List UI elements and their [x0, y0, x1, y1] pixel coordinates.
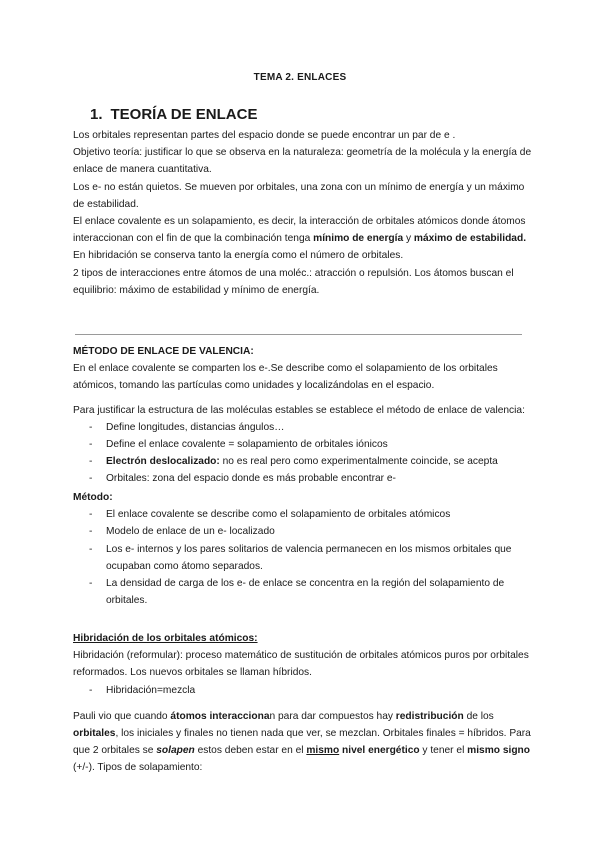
- section-heading-teoria: [90, 106, 257, 123]
- valencia-list: [73, 419, 533, 488]
- heading-text: Método:: [73, 492, 113, 503]
- section-number: 1.: [90, 106, 103, 123]
- bold-text: Electrón deslocalizado:: [106, 456, 220, 468]
- bold-text: redistribución: [395, 710, 464, 722]
- paragraph: Los orbitales representan partes del espacio donde se puede encontrar un par de e .: [73, 130, 456, 141]
- list-item: [73, 453, 533, 470]
- text-run: y: [403, 233, 414, 245]
- section-hibridacion: [73, 630, 533, 777]
- document-title: TEMA 2. ENLACES: [253, 72, 347, 83]
- list-item: - El enlace covalente se describe como el solapamiento de orbitales atómicos: [73, 506, 533, 523]
- horizontal-divider: [75, 334, 522, 335]
- bold-text: átomos interacciona: [170, 710, 270, 722]
- paragraph: [73, 213, 533, 247]
- paragraph: [73, 708, 533, 777]
- text-run: Orbitales: zona del espacio donde es más probable encontrar e-: [106, 473, 396, 485]
- metodo-list: [73, 506, 533, 609]
- text-run: n para dar compuestos hay: [269, 710, 396, 722]
- section-valencia: [73, 343, 533, 488]
- text-run: Define longitudes, distancias ángulos…: [106, 421, 285, 433]
- paragraph: 2 tipos de interacciones entre átomos de una moléc.: atracción o repulsión. Los átomos buscan el equilibrio: máximo de estabilidad y mínimo de energía.: [73, 267, 514, 296]
- heading-text: Hibridación de los orbitales atómicos:: [73, 633, 258, 644]
- list-item: - Los e- internos y los pares solitarios de valencia permanecen en los mismos orbitales que ocupaban como átomo separados.: [73, 541, 533, 575]
- bold-text: orbitales: [73, 728, 116, 740]
- list-item: - Modelo de enlace de un e- localizado: [73, 523, 533, 540]
- text-run: , los iniciales y finales no tienen nada que ver, se mezclan. Orbitales finales = híbridos. Para que 2 orbitales se: [73, 728, 531, 757]
- section-metodo: [73, 489, 533, 609]
- section-teoria-body: [73, 127, 533, 299]
- paragraph: Los e- no están quietos. Se mueven por orbitales, una zona con un mínimo de energía y un máximo de estabilidad.: [73, 181, 525, 210]
- bold-italic-text: solapen: [156, 745, 195, 757]
- section-heading-valencia: [73, 343, 533, 360]
- text-run: (+/-). Tipos de solapamiento:: [73, 762, 203, 774]
- paragraph: Para justificar la estructura de las moléculas estables se establece el método de enlace de valencia:: [73, 404, 525, 416]
- list-item: [73, 436, 533, 453]
- section-heading-metodo: [73, 489, 533, 506]
- paragraph: Hibridación (reformular): proceso matemático de sustitución de orbitales atómicos puros por orbitales reformados. Los nuevos orbitales se llaman híbridos.: [73, 650, 529, 679]
- text-run: estos deben estar en el: [194, 745, 307, 757]
- paragraph: Objetivo teoría: justificar lo que se observa en la naturaleza: geometría de la molécula y la energía de enlace de manera cuantitativa.: [73, 147, 532, 176]
- bold-text: mínimo de energía: [313, 233, 404, 245]
- text-run: no es real pero como experimentalmente coincide, se acepta: [219, 456, 498, 468]
- paragraph: En el enlace covalente se comparten los e-.Se describe como el solapamiento de los orbitales atómicos, tomando las partículas como unidades y localizándolas en el espacio.: [73, 363, 498, 392]
- text-run: Pauli vio que cuando: [73, 710, 171, 722]
- section-heading-text: TEORÍA DE ENLACE: [110, 106, 258, 123]
- list-item: [73, 470, 533, 487]
- list-item: [73, 419, 533, 436]
- bold-text: mismo signo: [467, 745, 531, 757]
- bold-underlined-text: mismo: [306, 745, 340, 757]
- heading-text: MÉTODO DE ENLACE DE VALENCIA:: [73, 346, 254, 357]
- bold-text: nivel energético: [339, 745, 420, 757]
- list-item: - Hibridación=mezcla: [73, 682, 533, 699]
- text-run: Define el enlace covalente = solapamiento de orbitales iónicos: [106, 439, 388, 451]
- bold-text: máximo de estabilidad.: [413, 233, 527, 245]
- hibridacion-list: [73, 682, 533, 699]
- paragraph: En hibridación se conserva tanto la energía como el número de orbitales.: [73, 250, 404, 262]
- text-run: de los: [463, 710, 494, 722]
- text-run: y tener el: [419, 745, 468, 757]
- section-heading-hibridacion: [73, 630, 533, 647]
- text-run: El enlace covalente es un solapamiento, es decir, la interacción de orbitales atómicos donde átomos interaccionan con el fin de que la combinación tenga: [73, 216, 526, 245]
- list-item: - La densidad de carga de los e- de enlace se concentra en la región del solapamiento de orbitales.: [73, 575, 533, 609]
